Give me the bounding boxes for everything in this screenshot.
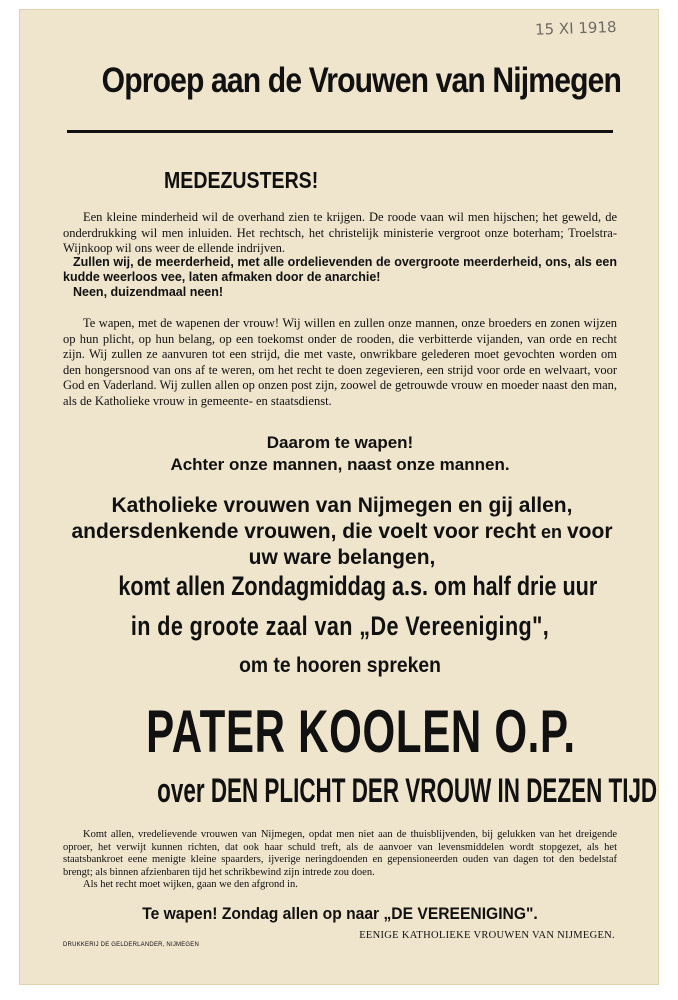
meeting-venue-line: in de groote zaal van „De Vereeniging",	[130, 611, 550, 641]
appeal-text-2: en	[535, 522, 567, 542]
behind-our-men-line: Achter onze mannen, naast onze mannen.	[170, 455, 510, 474]
appeal-text-3: voor uw ware belangen,	[248, 520, 613, 569]
meeting-hear-line: om te hooren spreken	[239, 654, 441, 677]
intro-text: Een kleine minderheid wil de overhand zien te krijgen. De roode vaan wil men hijschen; het geweld, de onderdrukking wil men inluiden. Het rechtsch, het christelijk ministerie vergroot onze boterham; Troelstra-Wijnkoop wil ons weer de ellende indrijven.	[63, 210, 617, 255]
speaker-name: PATER KOOLEN O.P.	[146, 698, 576, 765]
title-underline	[67, 130, 613, 133]
bold-answer: Neen, duizendmaal neen!	[73, 285, 224, 299]
lecture-topic: over DEN PLICHT DER VROUW IN DEZEN TIJD	[157, 772, 658, 810]
meeting-time-line: komt allen Zondagmiddag a.s. om half drie uur	[118, 571, 598, 601]
main-paragraph	[63, 316, 617, 410]
final-call: Te wapen! Zondag allen op naar „DE VEREENIGING".	[142, 904, 538, 923]
closing-paragraph	[63, 829, 617, 892]
main-text: Te wapen, met de wapenen der vrouw! Wij willen en zullen onze mannen, onze broeders en zonen wijzen op hun plicht, op hun belang, op een toekomst onder de rooden, die verbitterde vijanden, van orde en recht zijn. Wij zullen ze aanvuren tot een strijd, die met vaste, onwrikbare gelederen moet gevochten worden om den hongersnood van ons af te weren, om het recht te doen zegevieren, een strijd voor orde en welvaart, voor God en Vaderland. Wij zullen allen op onzen post zijn, zoowel de getrouwde vrouw en moeder naast den man, als de Katholieke vrouw in gemeente- en staatsdienst.	[63, 316, 617, 408]
intro-paragraph	[63, 210, 617, 257]
closing-line: Als het recht moet wijken, gaan we den afgrond in.	[83, 879, 298, 891]
call-to-arms: Daarom te wapen!	[266, 433, 414, 452]
printer-imprint: DRUKKERIJ DE GELDERLANDER, NIJMEGEN	[63, 942, 200, 948]
poster-title: Oproep aan de Vrouwen van Nijmegen	[101, 61, 622, 100]
closing-text: Komt allen, vredelievende vrouwen van Nijmegen, opdat men niet aan de thuisblijvenden, bij gelukken van het dreigende oproer, het verwijt kunnen richten, dat ook haar schuld treft, als de aanvoer van levensmiddelen wordt stopgezet, als het staatsbankroet eene menigte kleine spaarders, ijverige neringdoenden en gepensioneerden ouden van dagen tot den bedelstaf brengt; als binnen afzienbaren tijd het schrikbewind zijn intrede zou doen.	[63, 829, 617, 878]
signature: EENIGE KATHOLIEKE VROUWEN VAN NIJMEGEN.	[359, 930, 615, 941]
handwritten-date-note: 15 XI 1918	[534, 17, 617, 39]
bold-question-block	[63, 255, 617, 300]
bold-question: Zullen wij, de meerderheid, met alle ordelievenden de overgroote meerderheid, ons, als een kudde weerloos vee, laten afmaken door de anarchie!	[63, 255, 617, 284]
poster-sheet	[19, 9, 659, 985]
appeal-text-1: Katholieke vrouwen van Nijmegen en gij allen, andersdenkende vrouwen, die voelt voor recht	[71, 494, 573, 543]
appeal-block	[67, 493, 617, 571]
greeting-heading: MEDEZUSTERS!	[164, 167, 319, 193]
